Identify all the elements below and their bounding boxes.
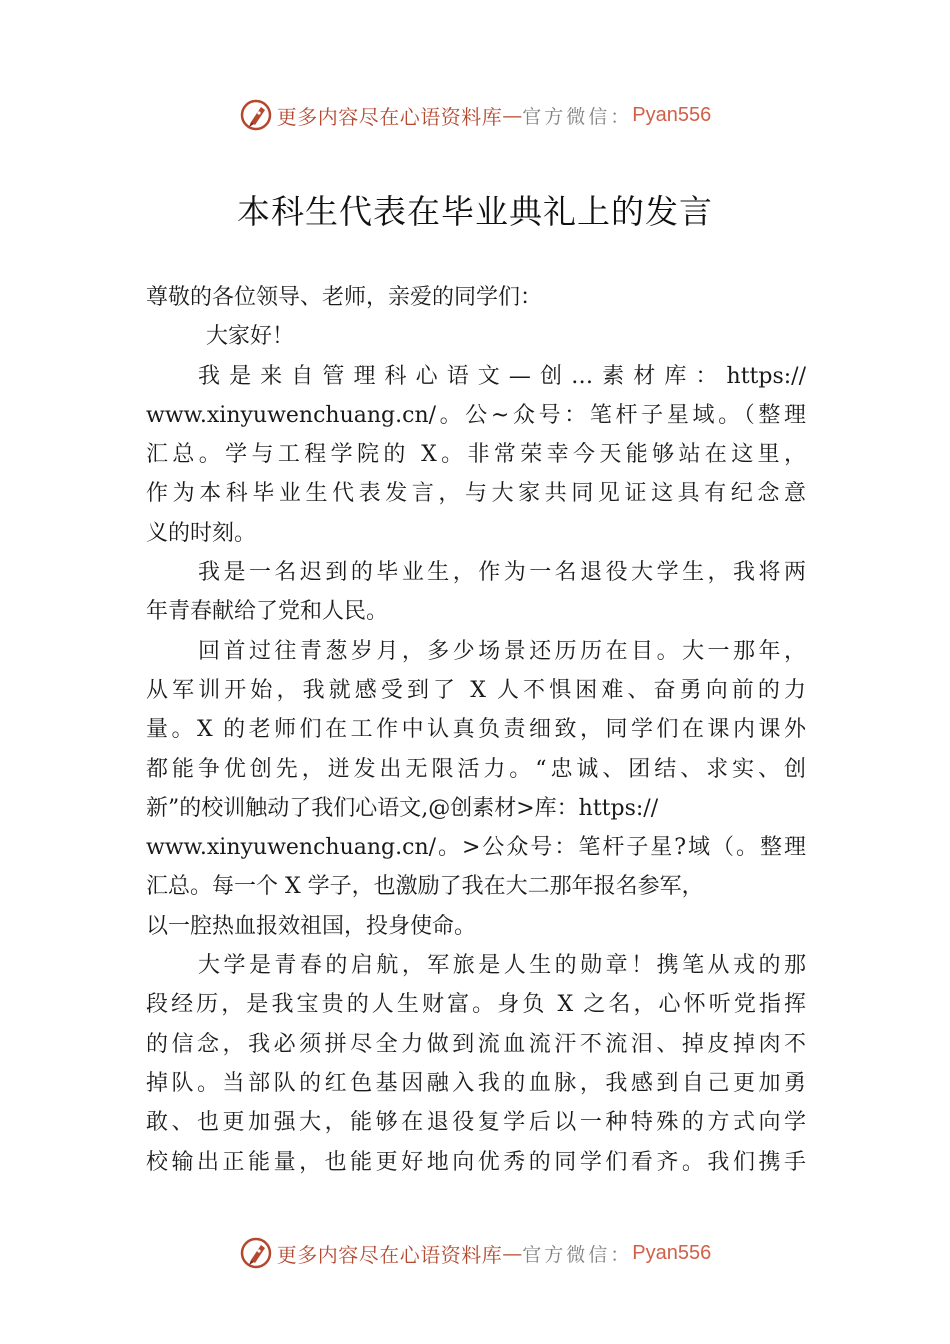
- body-line: 我是一名迟到的毕业生，作为一名退役大学生，我将两: [198, 560, 806, 586]
- body-line: 敢、也更加强大，能够在退役复学后以一种特殊的方式向学: [146, 1110, 806, 1136]
- greeting-line: 大家好！: [206, 324, 295, 350]
- banner-wechat-label: 官方微信：: [522, 1243, 633, 1266]
- body-line: 以一腔热血报效祖国，投身使命。: [146, 913, 477, 939]
- body-line: 汇总。学与工程学院的 X。非常荣幸今天能够站在这里，: [146, 442, 806, 468]
- salutation-line: 尊敬的各位领导、老师，亲爱的同学们：: [146, 285, 543, 310]
- body-line: 回首过往青葱岁月，多少场景还历历在目。大一那年，: [198, 638, 806, 664]
- banner-wechat-id: Pyan556: [632, 1241, 712, 1264]
- header-banner: [0, 95, 950, 135]
- body-line: 我是来自管理科心语文—创…素材库：https://: [198, 363, 806, 389]
- footer-banner: [0, 1233, 950, 1273]
- body-line: 作为本科毕业生代表发言，与大家共同见证这具有纪念意: [146, 481, 806, 507]
- banner-dash: —: [502, 103, 523, 127]
- body-line: 的信念，我必须拼尽全力做到流血流汗不流泪、掉皮掉肉不: [146, 1031, 806, 1057]
- body-line: 大学是青春的启航，军旅是人生的勋章！携笔从戎的那: [198, 953, 806, 979]
- banner-text: 更多内容尽在心语资料库: [276, 104, 503, 129]
- body-line: 掉队。当部队的红色基因融入我的血脉，我感到自己更加勇: [146, 1070, 806, 1096]
- document-title: 本科生代表在毕业典礼上的发言: [237, 192, 713, 231]
- body-line: 年青春献给了党和人民。: [146, 599, 389, 625]
- body-line: 从军训开始，我就感受到了 X 人不惧困难、奋勇向前的力: [146, 677, 806, 703]
- body-line: 都能争优创先，迸发出无限活力。“忠诚、团结、求实、创: [146, 756, 806, 782]
- document-body: [146, 278, 806, 1182]
- banner-text: 更多内容尽在心语资料库: [276, 1242, 503, 1267]
- banner-dash: —: [502, 1241, 523, 1265]
- body-line: 义的时刻。: [146, 520, 257, 546]
- pen-nib-logo-icon: [239, 98, 273, 132]
- pen-nib-logo-icon: [239, 1236, 273, 1270]
- body-line: www.xinyuwenchuang.cn/。>公众号：笔杆子星?域（。整理: [146, 835, 806, 861]
- body-line: 段经历，是我宝贵的人生财富。身负 X 之名，心怀听党指挥: [146, 992, 806, 1018]
- body-line: 汇总。每一个 X 学子，也激励了我在大二那年报名参军，: [146, 874, 704, 900]
- body-line: www.xinyuwenchuang.cn/。公~众号：笔杆子星域。（整理: [146, 402, 806, 428]
- banner-wechat-label: 官方微信：: [522, 105, 633, 128]
- body-line: 量。X 的老师们在工作中认真负责细致，同学们在课内课外: [146, 717, 806, 743]
- banner-wechat-id: Pyan556: [632, 103, 712, 126]
- body-line: 新”的校训触动了我们心语文,@创素材>库：https://: [146, 795, 659, 821]
- body-line: 校输出正能量，也能更好地向优秀的同学们看齐。我们携手: [146, 1149, 806, 1175]
